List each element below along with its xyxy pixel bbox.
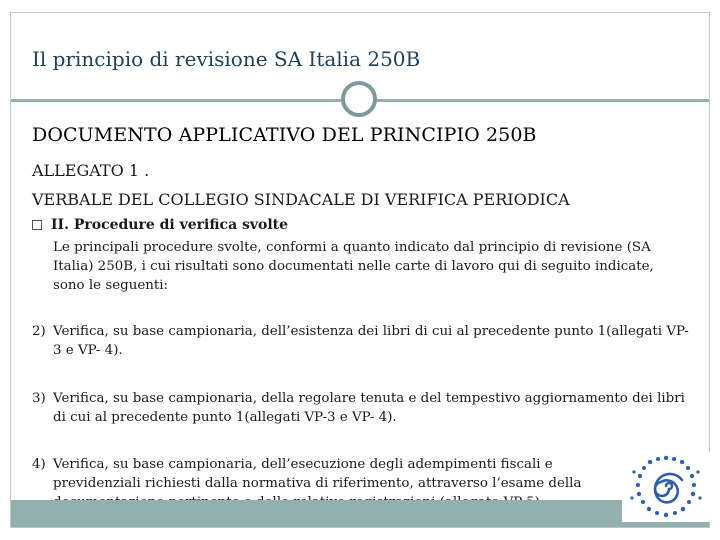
verbale-line: VERBALE DEL COLLEGIO SINDACALE DI VERIFICA PERIODICA [32, 190, 570, 209]
list-item [32, 389, 692, 427]
allegato-line: ALLEGATO 1 . [32, 161, 150, 180]
footer-band [11, 500, 709, 527]
list-item-number: 3) [32, 391, 46, 406]
intro-paragraph: Le principali procedure svolte, conformi a quanto indicato dal principio di revisione (SA Italia) 250B, i cui risultati sono documentati nelle carte di lavoro qui di seguito indicate, sono le seguenti: [53, 240, 654, 293]
list-item-number: 4) [32, 457, 46, 472]
section-bullet [32, 217, 288, 233]
divider-ring-ornament [341, 81, 377, 117]
section-label: II. Procedure di verifica svolte [51, 217, 289, 233]
document-heading: DOCUMENTO APPLICATIVO DEL PRINCIPIO 250B [32, 124, 537, 146]
list-item-text: Verifica, su base campionaria, dell’esistenza dei libri di cui al precedente punto 1(allegati VP-3 e VP- 4). [53, 324, 689, 358]
spiral-sun-logo [622, 452, 710, 522]
list-item-text: Verifica, su base campionaria, della regolare tenuta e del tempestivo aggiornamento dei libri di cui al precedente punto 1(allegati VP-3 e VP- 4). [53, 391, 685, 425]
slide-title: Il principio di revisione SA Italia 250B [32, 47, 421, 71]
square-bullet-icon [32, 220, 42, 230]
spiral-sun-logo-graphic [622, 452, 710, 522]
list-item [32, 322, 692, 360]
list-item-text: Verifica, su base campionaria, dell’esecuzione degli adempimenti fiscali e previdenziali richiesti dalla normativa di riferimento, attraverso l’esame della [53, 457, 582, 491]
list-item-number: 2) [32, 324, 46, 339]
